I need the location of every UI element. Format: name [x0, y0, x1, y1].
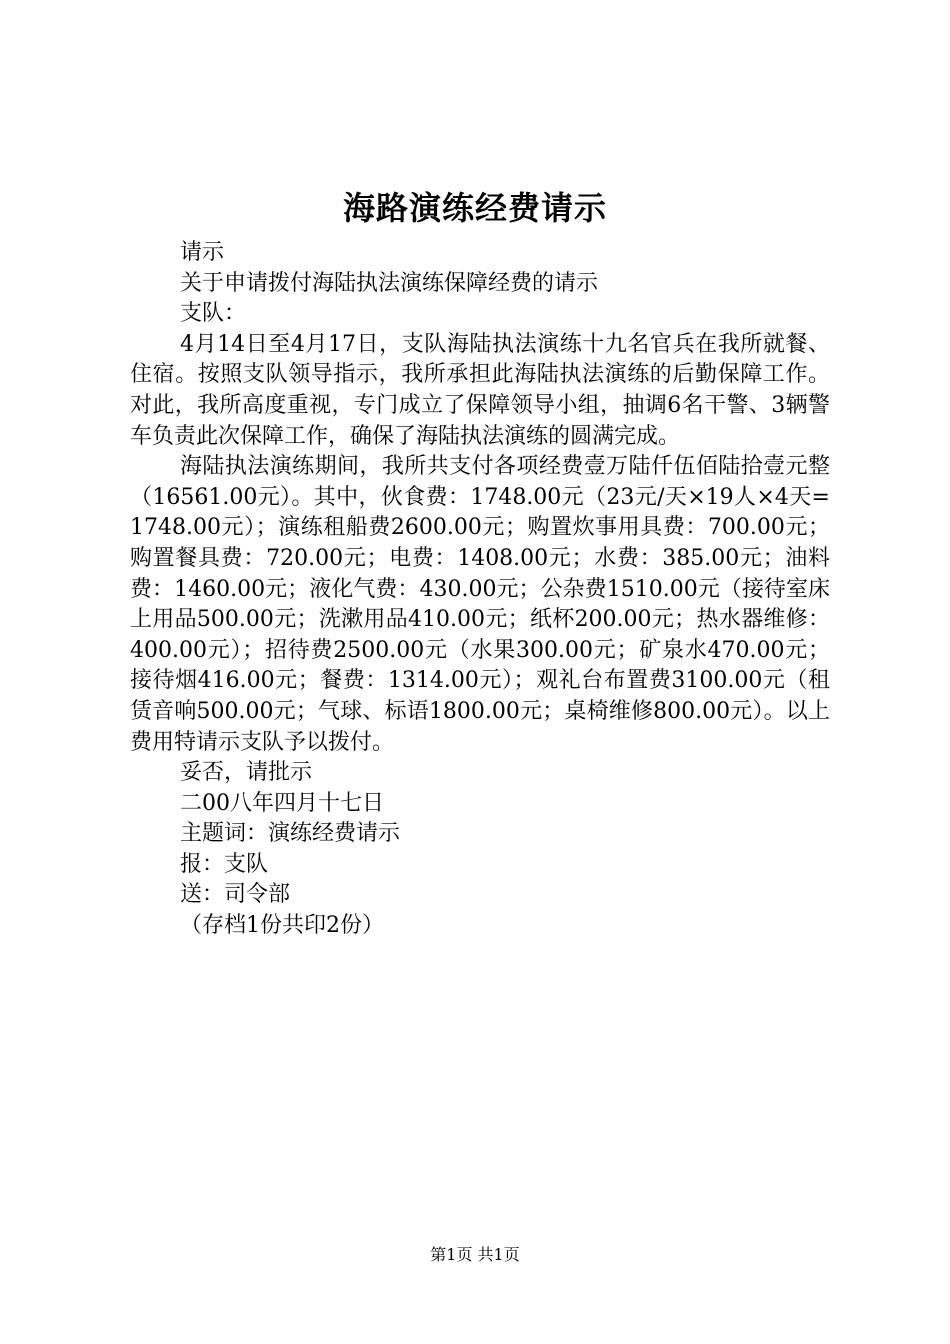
- document-subject: 关于申请拨付海陆执法演练保障经费的请示: [180, 270, 599, 296]
- addressee: 支队：: [180, 301, 247, 327]
- paragraph-1: 4月14日至4月17日，支队海陆执法演练十九名官兵在我所就餐、住宿。按照支队领导指示，我所承担此海陆执法演练的后勤保障工作。对此，我所高度重视，专门成立了保障领导小组，抽调6名干警、3辆警车负责此次保障工作，确保了海陆执法演练的圆满完成。: [130, 331, 830, 449]
- document-date: 二00八年四月十七日: [180, 790, 384, 816]
- keywords-line: 主题词：演练经费请示: [180, 821, 401, 847]
- send-to-line: 送：司令部: [180, 882, 291, 908]
- document-label: 请示: [180, 240, 225, 265]
- page-indicator: 第1页 共1页: [430, 1245, 520, 1264]
- closing-line: 妥否，请批示: [180, 760, 313, 786]
- document-title: 海路演练经费请示: [342, 189, 607, 227]
- archive-note: （存档1份共印2份）: [180, 913, 384, 939]
- paragraph-2: 海陆执法演练期间，我所共支付各项经费壹万陆仟伍佰陆拾壹元整（16561.00元）。其中，伙食费：1748.00元（23元/天×19人×4天= 1748.00元）；演练租船费2600.00元；购置炊事用具费：700.00元；购置餐具费：720.00元；电费：1408.00元；水费：385.00元；油料费：1460.00元；液化气费：430.00元；公杂费1510.00元（接待室床上用品500.00元；洗漱用品410.00元；纸杯200.00元；热水器维修：400.00元）；招待费2500.00元（水果300.00元；矿泉水470.00元；接待烟416.00元；餐费：1314.00元）；观礼台布置费3100.00元（租赁音响500.00元；气球、标语1800.00元；桌椅维修800.00元）。以上费用特请示支队予以拨付。: [130, 454, 830, 755]
- document-body: [130, 238, 830, 942]
- report-to-line: 报：支队: [180, 851, 269, 877]
